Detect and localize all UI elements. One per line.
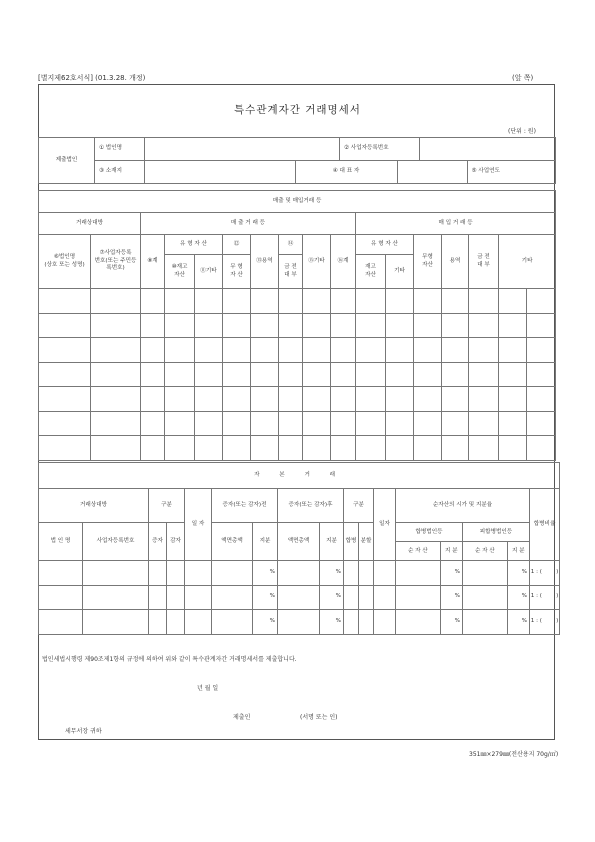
col-corp-name: ⑥법인명 (상호 또는 성명) xyxy=(39,235,91,289)
entry-cell[interactable] xyxy=(414,411,442,436)
entry-cell[interactable] xyxy=(374,585,396,610)
entry-cell[interactable] xyxy=(499,436,527,461)
entry-cell[interactable] xyxy=(83,561,149,586)
entry-cell[interactable] xyxy=(39,436,91,461)
submitter-table xyxy=(38,137,556,184)
capital-increase: 증자 xyxy=(149,523,167,561)
after-share: 지분 xyxy=(320,523,344,561)
entry-cell[interactable] xyxy=(356,313,386,338)
entry-cell[interactable] xyxy=(251,313,279,338)
entry-cell[interactable] xyxy=(91,436,141,461)
entry-cell[interactable] xyxy=(463,585,508,610)
representative-label: ④ 대 표 자 xyxy=(295,161,397,183)
entry-cell[interactable] xyxy=(251,362,279,387)
capital-biz-no: 사업자등록번호 xyxy=(83,523,149,561)
entry-cell[interactable]: % xyxy=(441,585,463,610)
merging-corp-label: 합병법인등 xyxy=(396,523,462,542)
entry-cell[interactable] xyxy=(141,313,165,338)
entry-cell[interactable] xyxy=(442,313,469,338)
col-inventory: ⑩재고 자산 xyxy=(165,255,195,289)
fiscal-year-label: ⑤ 사업연도 xyxy=(471,168,500,175)
entry-cell[interactable] xyxy=(91,387,141,412)
entry-cell[interactable] xyxy=(212,585,253,610)
entry-cell[interactable] xyxy=(463,561,508,586)
entry-cell[interactable] xyxy=(499,313,527,338)
entry-cell[interactable] xyxy=(91,362,141,387)
sales-purchase-row xyxy=(39,362,556,387)
entry-cell[interactable]: % xyxy=(253,585,278,610)
entry-cell[interactable] xyxy=(141,338,165,363)
purchase-heading: 매 입 거 래 등 xyxy=(356,213,556,235)
merging-net-asset: 순 자 산 xyxy=(396,542,441,560)
entry-cell[interactable] xyxy=(469,362,499,387)
p-col-service: 용역 xyxy=(442,235,469,289)
entry-cell[interactable] xyxy=(149,561,167,586)
entry-cell[interactable] xyxy=(39,411,91,436)
entry-cell[interactable] xyxy=(165,387,195,412)
entry-cell[interactable]: % xyxy=(320,610,344,635)
capital-row xyxy=(39,561,560,586)
entry-cell[interactable] xyxy=(212,561,253,586)
entry-cell[interactable] xyxy=(386,362,414,387)
entry-cell[interactable] xyxy=(414,338,442,363)
entry-cell[interactable] xyxy=(167,610,185,635)
entry-cell[interactable] xyxy=(527,338,556,363)
unit-label: (단위 : 원) xyxy=(508,128,536,135)
entry-cell[interactable] xyxy=(185,610,212,635)
law-text: 법인세법시행령 제90조제1항의 규정에 의하여 위와 같이 특수관계자간 거래명세서를 제출합니다. xyxy=(42,656,297,663)
entry-cell[interactable] xyxy=(442,362,469,387)
entry-cell[interactable]: % xyxy=(253,610,278,635)
entry-cell[interactable] xyxy=(469,411,499,436)
entry-cell[interactable] xyxy=(278,585,320,610)
entry-cell[interactable] xyxy=(141,289,165,314)
entry-cell[interactable] xyxy=(303,313,331,338)
entry-cell[interactable] xyxy=(396,610,441,635)
entry-cell[interactable] xyxy=(279,289,303,314)
entry-cell[interactable] xyxy=(83,610,149,635)
entry-cell[interactable] xyxy=(331,411,356,436)
entry-cell[interactable] xyxy=(91,289,141,314)
entry-cell[interactable] xyxy=(442,289,469,314)
p-col-tangible: 유 형 자 산 xyxy=(356,235,414,255)
sales-purchase-heading: 매출 및 매입거래 등 xyxy=(39,191,556,213)
entry-cell[interactable] xyxy=(39,610,83,635)
entry-cell[interactable] xyxy=(251,436,279,461)
before-share: 지분 xyxy=(253,523,278,561)
sales-purchase-row xyxy=(39,387,556,412)
sales-purchase-row xyxy=(39,411,556,436)
capital-date2: 일자 xyxy=(374,489,396,561)
entry-cell[interactable] xyxy=(442,411,469,436)
entry-cell[interactable] xyxy=(141,436,165,461)
entry-cell[interactable] xyxy=(356,289,386,314)
entry-cell[interactable] xyxy=(223,387,251,412)
entry-cell[interactable] xyxy=(469,313,499,338)
entry-cell[interactable] xyxy=(344,610,359,635)
entry-cell[interactable] xyxy=(195,289,223,314)
entry-cell[interactable] xyxy=(303,338,331,363)
entry-cell[interactable] xyxy=(331,338,356,363)
entry-cell[interactable] xyxy=(303,289,331,314)
capital-row xyxy=(39,585,560,610)
sales-purchase-row xyxy=(39,436,556,461)
capital-date: 일 자 xyxy=(185,489,212,561)
capital-row xyxy=(39,610,560,635)
col-service: ⑬용역 xyxy=(251,235,279,289)
entry-cell[interactable] xyxy=(91,411,141,436)
signature-label: (서명 또는 인) xyxy=(300,714,338,721)
capital-corp-name: 법 인 명 xyxy=(39,523,83,561)
entry-cell[interactable] xyxy=(223,436,251,461)
entry-cell[interactable] xyxy=(527,436,556,461)
entry-cell[interactable] xyxy=(251,387,279,412)
form-title: 특수관계자간 거래명세서 xyxy=(234,104,361,116)
entry-cell[interactable] xyxy=(414,362,442,387)
entry-cell[interactable] xyxy=(212,610,253,635)
capital-category: 구분 xyxy=(149,489,185,523)
entry-cell[interactable] xyxy=(386,338,414,363)
entry-cell[interactable] xyxy=(386,289,414,314)
merged-corp-label: 피합병법인등 xyxy=(463,523,529,542)
recipient-label: 세무서장 귀하 xyxy=(65,728,102,735)
submitter-section-label: 제출법인 xyxy=(39,138,95,184)
after-face-total: 액면총액 xyxy=(278,523,320,561)
p-col-total: ⑯계 xyxy=(331,235,356,289)
entry-cell[interactable] xyxy=(527,289,556,314)
entry-cell[interactable] xyxy=(39,561,83,586)
entry-cell[interactable] xyxy=(223,338,251,363)
entry-cell[interactable] xyxy=(374,561,396,586)
entry-cell[interactable] xyxy=(165,338,195,363)
entry-cell[interactable] xyxy=(359,610,374,635)
entry-cell[interactable] xyxy=(303,436,331,461)
entry-cell[interactable] xyxy=(39,338,91,363)
entry-cell[interactable] xyxy=(279,313,303,338)
entry-cell[interactable] xyxy=(527,313,556,338)
entry-cell[interactable] xyxy=(356,387,386,412)
entry-cell[interactable] xyxy=(331,289,356,314)
entry-cell[interactable]: % xyxy=(441,561,463,586)
sales-heading: 매 출 거 래 등 xyxy=(141,213,356,235)
entry-cell[interactable] xyxy=(83,585,149,610)
entry-cell[interactable] xyxy=(386,436,414,461)
col-intangible: 무 형 자 산 xyxy=(223,255,251,289)
entry-cell[interactable] xyxy=(149,610,167,635)
entry-cell[interactable] xyxy=(303,387,331,412)
entry-cell[interactable] xyxy=(442,436,469,461)
capital-decrease: 감자 xyxy=(167,523,185,561)
location-field[interactable] xyxy=(145,161,295,183)
entry-cell[interactable] xyxy=(442,387,469,412)
entry-cell[interactable] xyxy=(223,411,251,436)
entry-cell[interactable] xyxy=(39,362,91,387)
entry-cell[interactable] xyxy=(39,387,91,412)
entry-cell[interactable] xyxy=(195,387,223,412)
entry-cell[interactable] xyxy=(359,585,374,610)
sales-purchase-row xyxy=(39,338,556,363)
entry-cell[interactable] xyxy=(469,436,499,461)
col-loan: 금 전 대 부 xyxy=(279,255,303,289)
entry-cell[interactable]: 1 : ( ) xyxy=(530,561,560,586)
entry-cell[interactable] xyxy=(185,561,212,586)
entry-cell[interactable] xyxy=(91,338,141,363)
page-side-label: (앞 쪽) xyxy=(512,74,534,82)
entry-cell[interactable] xyxy=(359,561,374,586)
entry-cell[interactable] xyxy=(442,338,469,363)
entry-cell[interactable]: % xyxy=(508,585,530,610)
merged-share: 지 분 xyxy=(512,548,525,554)
entry-cell[interactable] xyxy=(463,610,508,635)
entry-cell[interactable] xyxy=(149,585,167,610)
representative-field[interactable] xyxy=(397,161,467,183)
sales-purchase-rows xyxy=(39,289,556,461)
capital-category2: 구분 xyxy=(344,489,374,523)
entry-cell[interactable] xyxy=(469,289,499,314)
biz-no-field[interactable] xyxy=(420,138,556,161)
entry-cell[interactable] xyxy=(195,313,223,338)
entry-cell[interactable] xyxy=(386,411,414,436)
entry-cell[interactable] xyxy=(279,338,303,363)
entry-cell[interactable]: % xyxy=(253,561,278,586)
entry-cell[interactable]: % xyxy=(508,561,530,586)
capital-before: 증자(또는 감자)전 xyxy=(212,489,278,523)
entry-cell[interactable] xyxy=(141,387,165,412)
entry-cell[interactable] xyxy=(414,289,442,314)
p-col-loan: 금 전 대 부 xyxy=(469,235,499,289)
entry-cell[interactable] xyxy=(499,387,527,412)
before-face-total: 액면총액 xyxy=(212,523,253,561)
entry-cell[interactable]: % xyxy=(320,585,344,610)
capital-after: 증자(또는 감자)후 xyxy=(278,489,344,523)
capital-table xyxy=(38,462,560,635)
entry-cell[interactable] xyxy=(374,610,396,635)
col-other: ⑮기타 xyxy=(303,235,331,289)
entry-cell[interactable] xyxy=(469,338,499,363)
entry-cell[interactable] xyxy=(331,313,356,338)
entry-cell[interactable] xyxy=(356,411,386,436)
entry-cell[interactable] xyxy=(195,362,223,387)
entry-cell[interactable] xyxy=(39,289,91,314)
entry-cell[interactable] xyxy=(331,362,356,387)
merged-corp-group xyxy=(463,523,530,561)
entry-cell[interactable] xyxy=(386,387,414,412)
entry-cell[interactable] xyxy=(278,561,320,586)
submit-date: 년 월 일 xyxy=(197,685,219,692)
sales-purchase-row xyxy=(39,313,556,338)
counterparty-label: 거래상대방 xyxy=(39,213,141,235)
entry-cell[interactable] xyxy=(165,289,195,314)
merging-share: 지 분 xyxy=(445,548,458,554)
col-biz-no: ⑦사업자등록 번호(또는 주민등 록번호) xyxy=(91,235,141,289)
biz-no-label: ② 사업자등록번호 xyxy=(340,138,420,161)
entry-cell[interactable]: 1 : ( ) xyxy=(530,610,560,635)
net-assets-heading: 순자산의 시가 및 지분율 xyxy=(396,489,530,523)
entry-cell[interactable] xyxy=(414,436,442,461)
entry-cell[interactable] xyxy=(356,362,386,387)
entry-cell[interactable] xyxy=(356,436,386,461)
merging-corp-group xyxy=(396,523,463,561)
entry-cell[interactable] xyxy=(141,362,165,387)
entry-cell[interactable] xyxy=(279,387,303,412)
entry-cell[interactable] xyxy=(195,338,223,363)
entry-cell[interactable] xyxy=(141,411,165,436)
p-col-other-tangible: 기타 xyxy=(386,255,414,289)
entry-cell[interactable] xyxy=(414,313,442,338)
col-total: ⑧계 xyxy=(141,235,165,289)
entry-cell[interactable] xyxy=(185,585,212,610)
entry-cell[interactable] xyxy=(499,289,527,314)
entry-cell[interactable] xyxy=(39,313,91,338)
entry-cell[interactable] xyxy=(344,561,359,586)
entry-cell[interactable] xyxy=(469,387,499,412)
entry-cell[interactable] xyxy=(527,411,556,436)
entry-cell[interactable] xyxy=(223,313,251,338)
p-col-inventory: 재고 자산 xyxy=(356,255,386,289)
corp-name-field[interactable] xyxy=(145,138,340,161)
entry-cell[interactable] xyxy=(499,362,527,387)
col-loan-no: ⑭ xyxy=(279,235,303,255)
entry-cell[interactable] xyxy=(165,411,195,436)
entry-cell[interactable] xyxy=(167,561,185,586)
form-reference: [별지제62호서식] (01.3.28. 개정) xyxy=(38,74,146,82)
entry-cell[interactable] xyxy=(279,362,303,387)
entry-cell[interactable] xyxy=(165,436,195,461)
location-label: ③ 소재지 xyxy=(95,161,145,184)
capital-heading: 자 본 거 래 xyxy=(39,463,560,489)
entry-cell[interactable] xyxy=(251,338,279,363)
entry-cell[interactable] xyxy=(251,289,279,314)
entry-cell[interactable] xyxy=(165,362,195,387)
entry-cell[interactable]: % xyxy=(441,610,463,635)
sales-purchase-row xyxy=(39,289,556,314)
category-split: 분할 xyxy=(359,523,374,561)
entry-cell[interactable] xyxy=(331,436,356,461)
entry-cell[interactable] xyxy=(356,338,386,363)
category-merger: 합병 xyxy=(344,523,359,561)
entry-cell[interactable] xyxy=(344,585,359,610)
merger-ratio-heading: 합병비율 xyxy=(530,489,560,561)
entry-cell[interactable] xyxy=(39,585,83,610)
merged-net-asset: 순 자 산 xyxy=(463,542,508,560)
capital-counterparty: 거래상대방 xyxy=(39,489,149,523)
col-tangible: 유 형 자 산 xyxy=(165,235,223,255)
entry-cell[interactable]: % xyxy=(320,561,344,586)
paper-spec: 351㎜×279㎜(전산용지 70g/㎡) xyxy=(469,751,559,758)
entry-cell[interactable] xyxy=(396,561,441,586)
col-other-tangible: ⑪기타 xyxy=(195,255,223,289)
entry-cell[interactable] xyxy=(223,289,251,314)
entry-cell[interactable] xyxy=(165,313,195,338)
entry-cell[interactable]: % xyxy=(508,610,530,635)
entry-cell[interactable] xyxy=(279,436,303,461)
entry-cell[interactable] xyxy=(303,362,331,387)
entry-cell[interactable]: 1 : ( ) xyxy=(530,585,560,610)
entry-cell[interactable] xyxy=(195,411,223,436)
entry-cell[interactable] xyxy=(278,610,320,635)
entry-cell[interactable] xyxy=(499,338,527,363)
entry-cell[interactable] xyxy=(279,411,303,436)
capital-rows xyxy=(39,561,560,635)
entry-cell[interactable] xyxy=(251,411,279,436)
corp-name-label: ① 법인명 xyxy=(95,138,145,161)
entry-cell[interactable] xyxy=(167,585,185,610)
entry-cell[interactable] xyxy=(195,436,223,461)
sales-purchase-table xyxy=(38,190,556,461)
entry-cell[interactable] xyxy=(396,585,441,610)
p-col-intangible: 무형 자산 xyxy=(414,235,442,289)
entry-cell[interactable] xyxy=(91,313,141,338)
submitter-label: 제출인 xyxy=(233,714,251,721)
entry-cell[interactable] xyxy=(303,411,331,436)
entry-cell[interactable] xyxy=(527,362,556,387)
entry-cell[interactable] xyxy=(499,411,527,436)
entry-cell[interactable] xyxy=(223,362,251,387)
entry-cell[interactable] xyxy=(527,387,556,412)
entry-cell[interactable] xyxy=(386,313,414,338)
entry-cell[interactable] xyxy=(414,387,442,412)
entry-cell[interactable] xyxy=(331,387,356,412)
col-intangible-no: ⑫ xyxy=(223,235,251,255)
p-col-other: 기타 xyxy=(499,235,556,289)
